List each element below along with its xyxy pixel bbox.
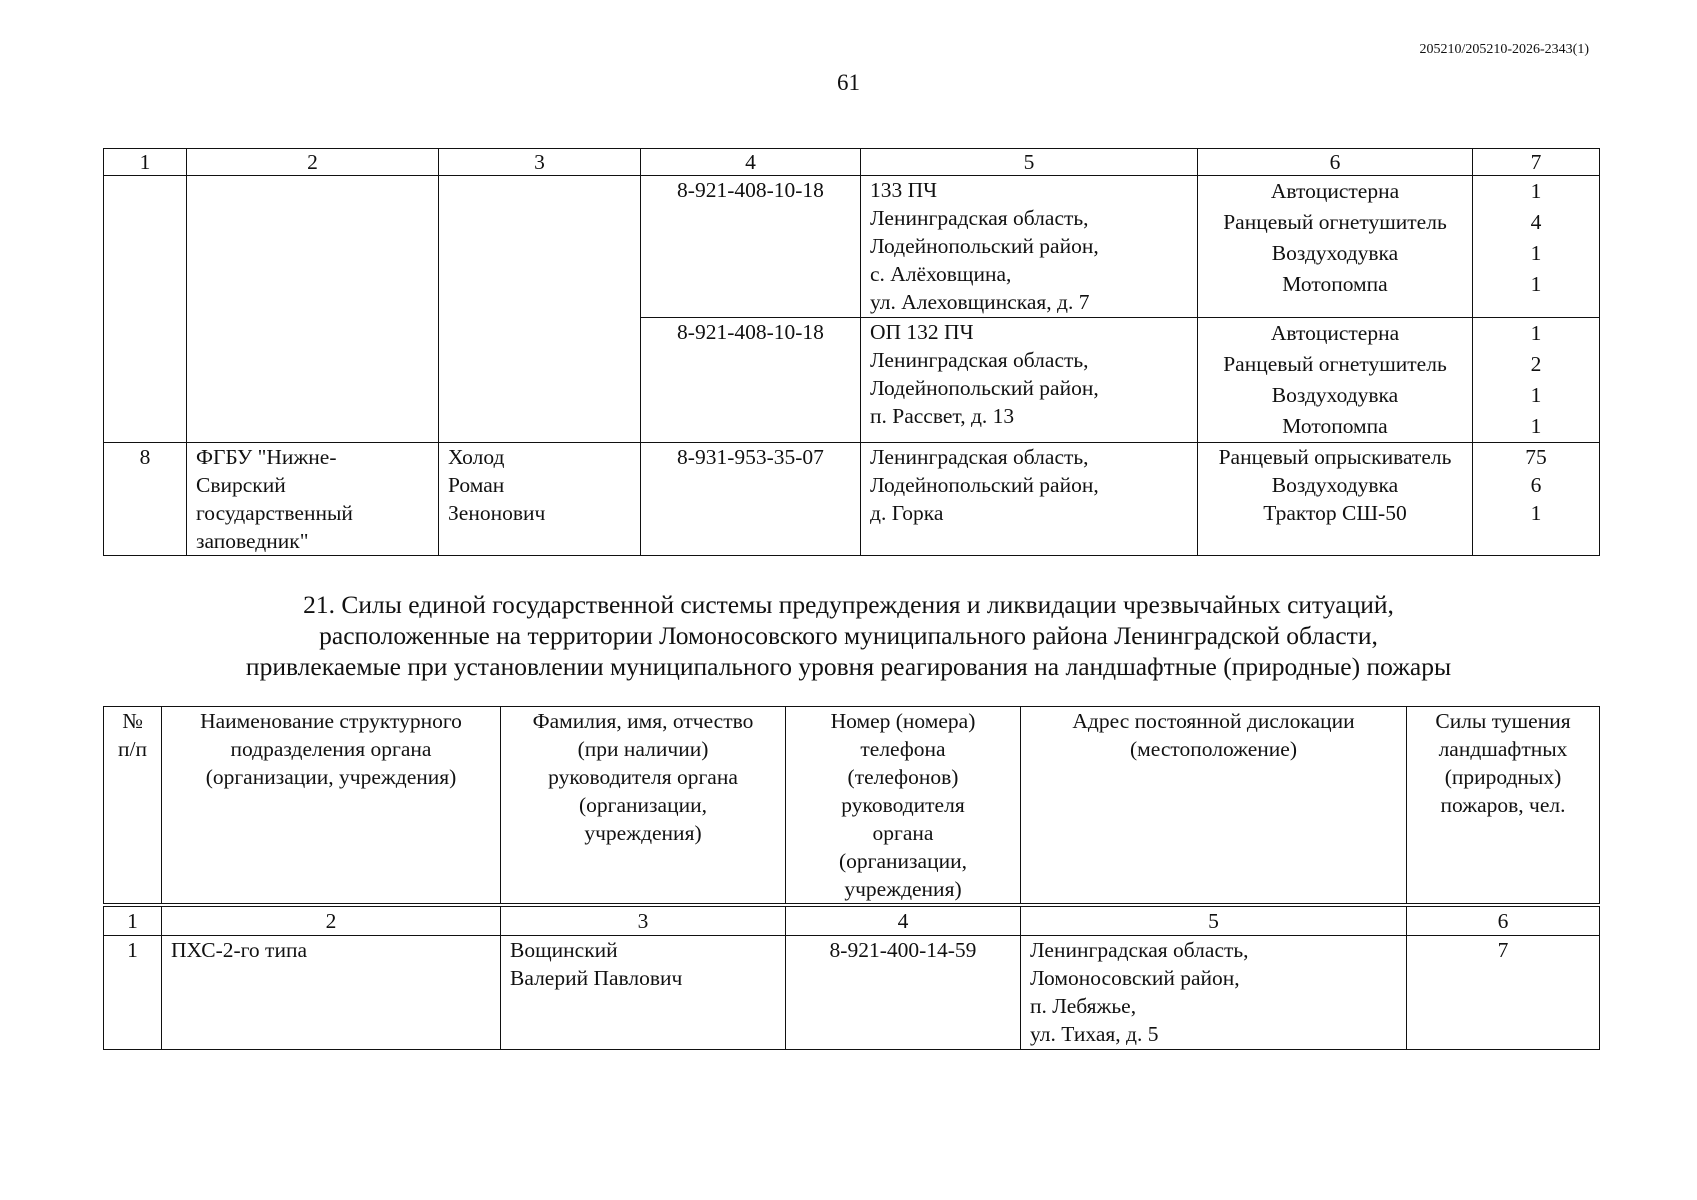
forces-cell: 7	[1407, 936, 1600, 1050]
row-number: 1	[104, 936, 162, 1050]
header-line: ландшафтных	[1438, 737, 1568, 761]
quantity-cell	[1473, 318, 1600, 443]
header-line: (организации,	[839, 849, 967, 873]
column-number-row	[104, 905, 1600, 936]
address-line: Ленинградская область,	[1030, 938, 1249, 962]
header-line: руководителя органа	[548, 765, 738, 789]
column-number-row	[104, 149, 1600, 176]
header-line: органа	[872, 821, 934, 845]
header-line: (при наличии)	[577, 737, 709, 761]
quantity-value: 1	[1530, 321, 1542, 345]
address-cell	[861, 176, 1198, 318]
equipment-item: Ранцевый огнетушитель	[1223, 352, 1447, 376]
table-row	[104, 443, 1600, 556]
col-number: 3	[439, 149, 641, 176]
header-line: Силы тушения	[1435, 709, 1571, 733]
col-number: 4	[641, 149, 861, 176]
header-cell-organization	[162, 707, 501, 906]
quantity-value: 1	[1530, 179, 1542, 203]
header-line: Фамилия, имя, отчество	[532, 709, 754, 733]
phone-cell: 8-921-408-10-18	[641, 176, 861, 318]
quantity-value: 1	[1530, 241, 1542, 265]
col-number: 3	[501, 905, 786, 936]
header-line: учреждения)	[584, 821, 702, 845]
header-line: учреждения)	[844, 877, 962, 901]
quantity-cell	[1473, 176, 1600, 318]
quantity-value: 2	[1530, 352, 1542, 376]
heading-line: 21. Силы единой государственной системы предупреждения и ликвидации чрезвычайных ситуаций,	[303, 590, 1394, 619]
quantity-cell	[1473, 443, 1600, 556]
address-line: п. Рассвет, д. 13	[870, 404, 1015, 428]
col-number: 2	[187, 149, 439, 176]
equipment-cell	[1198, 443, 1473, 556]
head-name-cell	[501, 936, 786, 1050]
table-row	[104, 936, 1600, 1050]
head-name-line: Зенонович	[448, 501, 546, 525]
header-line: (организации, учреждения)	[205, 765, 457, 789]
table-row	[104, 176, 1600, 318]
equipment-item: Воздуходувка	[1271, 473, 1399, 497]
col-number: 1	[104, 905, 162, 936]
equipment-item: Автоцистерна	[1270, 179, 1400, 203]
forces-table-lomonosov	[103, 706, 1600, 1050]
quantity-value: 1	[1530, 272, 1542, 296]
quantity-value: 75	[1525, 445, 1547, 469]
equipment-item: Трактор СШ-50	[1263, 501, 1407, 525]
quantity-value: 1	[1530, 501, 1542, 525]
address-cell	[861, 318, 1198, 443]
col-number: 7	[1473, 149, 1600, 176]
header-line: Адрес постоянной дислокации	[1072, 709, 1355, 733]
header-line: (организации,	[579, 793, 707, 817]
address-line: Лодейнопольский район,	[870, 376, 1099, 400]
head-name-line: Роман	[448, 473, 505, 497]
header-line: (местоположение)	[1130, 737, 1297, 761]
header-line: (телефонов)	[847, 765, 959, 789]
header-cell-head-name	[501, 707, 786, 906]
header-line: руководителя	[841, 793, 965, 817]
header-cell-address	[1021, 707, 1407, 906]
header-line: Наименование структурного	[200, 709, 462, 733]
organization-cell: ПХС-2-го типа	[162, 936, 501, 1050]
address-line: с. Алёховщина,	[870, 262, 1012, 286]
address-line: Ленинградская область,	[870, 348, 1089, 372]
page-number: 61	[837, 70, 860, 95]
document-id: 205210/205210-2026-2343(1)	[1419, 42, 1589, 57]
head-name-cell	[439, 443, 641, 556]
header-cell-forces	[1407, 707, 1600, 906]
address-line: ул. Тихая, д. 5	[1030, 1022, 1159, 1046]
address-line: Ленинградская область,	[870, 445, 1089, 469]
quantity-value: 6	[1530, 473, 1542, 497]
header-cell-phone	[786, 707, 1021, 906]
address-line: ул. Алеховщинская, д. 7	[870, 290, 1090, 314]
table-header-row	[104, 707, 1600, 906]
row-number: 8	[104, 443, 187, 556]
phone-cell: 8-921-400-14-59	[786, 936, 1021, 1050]
organization-cell	[187, 443, 439, 556]
head-name-line: Холод	[448, 445, 505, 469]
address-cell	[1021, 936, 1407, 1050]
header-cell-number	[104, 707, 162, 906]
col-number: 6	[1407, 905, 1600, 936]
address-line: Лодейнопольский район,	[870, 473, 1099, 497]
phone-cell: 8-931-953-35-07	[641, 443, 861, 556]
head-name-line: Вощинский	[510, 938, 618, 962]
equipment-item: Ранцевый опрыскиватель	[1218, 445, 1452, 469]
quantity-value: 4	[1530, 210, 1542, 234]
header-line: телефона	[860, 737, 946, 761]
address-line: ОП 132 ПЧ	[870, 320, 974, 344]
empty-cell	[104, 176, 187, 443]
organization-line: ФГБУ "Нижне-	[196, 445, 337, 469]
equipment-cell	[1198, 176, 1473, 318]
equipment-item: Воздуходувка	[1271, 241, 1399, 265]
forces-table-continued	[103, 148, 1600, 556]
col-number: 5	[861, 149, 1198, 176]
quantity-value: 1	[1530, 414, 1542, 438]
quantity-value: 1	[1530, 383, 1542, 407]
organization-line: государственный	[196, 501, 353, 525]
address-line: Ленинградская область,	[870, 206, 1089, 230]
organization-line: заповедник"	[196, 529, 309, 553]
equipment-cell	[1198, 318, 1473, 443]
header-line: №	[122, 709, 143, 733]
head-name-line: Валерий Павлович	[510, 966, 683, 990]
equipment-item: Мотопомпа	[1282, 414, 1388, 438]
equipment-item: Автоцистерна	[1270, 321, 1400, 345]
empty-cell	[187, 176, 439, 443]
section-heading	[0, 589, 1697, 682]
col-number: 4	[786, 905, 1021, 936]
equipment-item: Воздуходувка	[1271, 383, 1399, 407]
address-line: Лодейнопольский район,	[870, 234, 1099, 258]
address-line: д. Горка	[870, 501, 944, 525]
header-line: подразделения органа	[230, 737, 432, 761]
col-number: 6	[1198, 149, 1473, 176]
col-number: 5	[1021, 905, 1407, 936]
heading-line: расположенные на территории Ломоносовского муниципального района Ленинградской области,	[319, 621, 1378, 650]
phone-cell: 8-921-408-10-18	[641, 318, 861, 443]
empty-cell	[439, 176, 641, 443]
address-line: Ломоносовский район,	[1030, 966, 1240, 990]
col-number: 2	[162, 905, 501, 936]
address-line: п. Лебяжье,	[1030, 994, 1137, 1018]
header-line: п/п	[118, 737, 147, 761]
header-line: пожаров, чел.	[1440, 793, 1566, 817]
address-cell	[861, 443, 1198, 556]
col-number: 1	[104, 149, 187, 176]
header-line: Номер (номера)	[830, 709, 976, 733]
organization-line: Свирский	[196, 473, 286, 497]
address-line: 133 ПЧ	[870, 178, 938, 202]
heading-line: привлекаемые при установлении муниципального уровня реагирования на ландшафтные (природные) пожары	[245, 652, 1452, 681]
equipment-item: Ранцевый огнетушитель	[1223, 210, 1447, 234]
equipment-item: Мотопомпа	[1282, 272, 1388, 296]
header-line: (природных)	[1444, 765, 1562, 789]
